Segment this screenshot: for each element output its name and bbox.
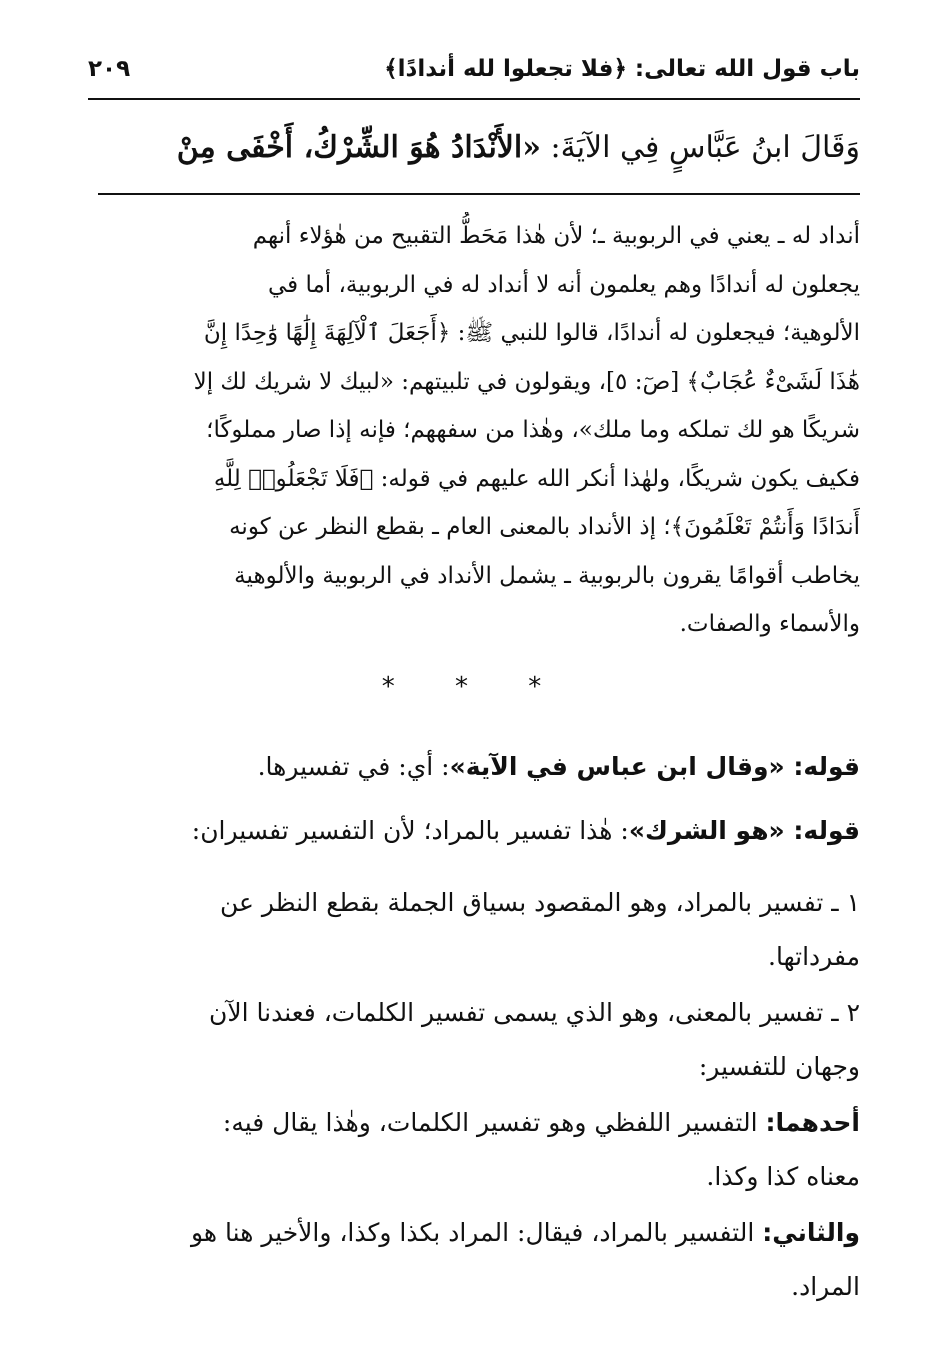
footnote-line: أنداد له ـ يعني في الربوبية ـ؛ لأن هٰذا مَحَطُّ التقبيح من هٰؤلاء أنهم bbox=[252, 223, 860, 249]
footnote-line: فكيف يكون شريكًا، ولهٰذا أنكر الله عليهم في قوله: ﴿فَلَا تَجْعَلُوا۟ لِلَّهِ bbox=[213, 465, 860, 492]
commentary-line bbox=[88, 1096, 860, 1150]
main-text-intro: وَقَالَ ابنُ عَبَّاسٍ فِي الآيَةَ: bbox=[540, 130, 860, 165]
main-text-quote: «الأَنْدَادُ هُوَ الشِّرْكُ، أَخْفَى مِنْ bbox=[176, 130, 541, 165]
commentary-line bbox=[88, 1206, 860, 1260]
commentary-line: ١ ـ تفسير بالمراد، وهو المقصود بسياق الجملة بقطع النظر عن bbox=[219, 888, 860, 917]
footnote-block bbox=[88, 212, 860, 649]
commentary-text: : أي: في تفسيرها. bbox=[257, 752, 450, 781]
commentary-line: ٢ ـ تفسير بالمعنى، وهو الذي يسمى تفسير الكلمات، فعندنا الآن bbox=[209, 998, 860, 1027]
commentary-paragraph-2 bbox=[88, 804, 860, 858]
commentary-paragraph-3 bbox=[88, 876, 860, 984]
commentary-line: مفرداتها. bbox=[768, 942, 860, 971]
footnote-line: يجعلون له أندادًا وهم يعلمون أنه لا أنداد له في الربوبية، أما في bbox=[267, 271, 860, 298]
commentary-line: المراد. bbox=[791, 1272, 860, 1301]
header-divider bbox=[88, 98, 860, 100]
commentary-quote: «هو الشرك» bbox=[628, 816, 794, 845]
commentary-paragraph-4 bbox=[88, 986, 860, 1094]
commentary-text: التفسير بالمراد، فيقال: المراد بكذا وكذا، والأخير هنا هو bbox=[191, 1218, 763, 1247]
running-header bbox=[88, 44, 860, 94]
footnote-line: والأسماء والصفات. bbox=[679, 611, 860, 637]
commentary-label: قوله: bbox=[793, 752, 860, 781]
commentary-label: والثاني: bbox=[762, 1218, 860, 1247]
commentary-paragraph-5 bbox=[88, 1096, 860, 1204]
commentary-quote: «وقال ابن عباس في الآية» bbox=[449, 752, 794, 781]
commentary-label: أحدهما: bbox=[765, 1108, 860, 1137]
commentary-text: : هٰذا تفسير بالمراد؛ لأن التفسير تفسيران: bbox=[191, 816, 629, 845]
commentary-line bbox=[88, 804, 860, 858]
commentary-paragraph-6 bbox=[88, 1206, 860, 1314]
commentary-label: قوله: bbox=[793, 816, 860, 845]
commentary-line bbox=[88, 740, 860, 794]
page-number: ٢٠٩ bbox=[88, 56, 131, 82]
main-text bbox=[88, 112, 860, 184]
commentary-line: وجهان للتفسير: bbox=[698, 1052, 860, 1081]
footnote-line: الألوهية؛ فيجعلون له أندادًا، قالوا للنبي ﷺ: ﴿أَجَعَلَ ٱلْآلِهَةَ إِلَٰهًا وَٰحِدًا إِنَّ bbox=[203, 320, 860, 346]
section-separator: * * * bbox=[381, 672, 568, 702]
footnote-line: يخاطب أقوامًا يقرون بالربوبية ـ يشمل الأنداد في الربوبية والألوهية bbox=[234, 562, 860, 589]
footnote-line: شريكًا هو لك تملكه وما ملك»، وهٰذا من سفههم؛ فإنه إذا صار مملوكًا؛ bbox=[206, 417, 860, 443]
commentary-paragraph-1 bbox=[88, 740, 860, 794]
footnote-line: أَندَادًا وَأَنتُمْ تَعْلَمُونَ﴾؛ إذ الأنداد بالمعنى العام ـ بقطع النظر عن كونه bbox=[229, 514, 860, 540]
main-text-divider bbox=[98, 193, 860, 195]
commentary-line: معناه كذا وكذا. bbox=[706, 1162, 860, 1191]
chapter-title: باب قول الله تعالى: ﴿فلا تجعلوا لله أندادًا﴾ bbox=[384, 56, 860, 82]
footnote-line: هَٰذَا لَشَىْءٌ عُجَابٌ﴾ [صٓ: ٥]، ويقولون في تلبيتهم: «لبيك لا شريك لك إلا bbox=[193, 368, 860, 395]
commentary-text: التفسير اللفظي وهو تفسير الكلمات، وهٰذا يقال فيه: bbox=[222, 1108, 766, 1137]
